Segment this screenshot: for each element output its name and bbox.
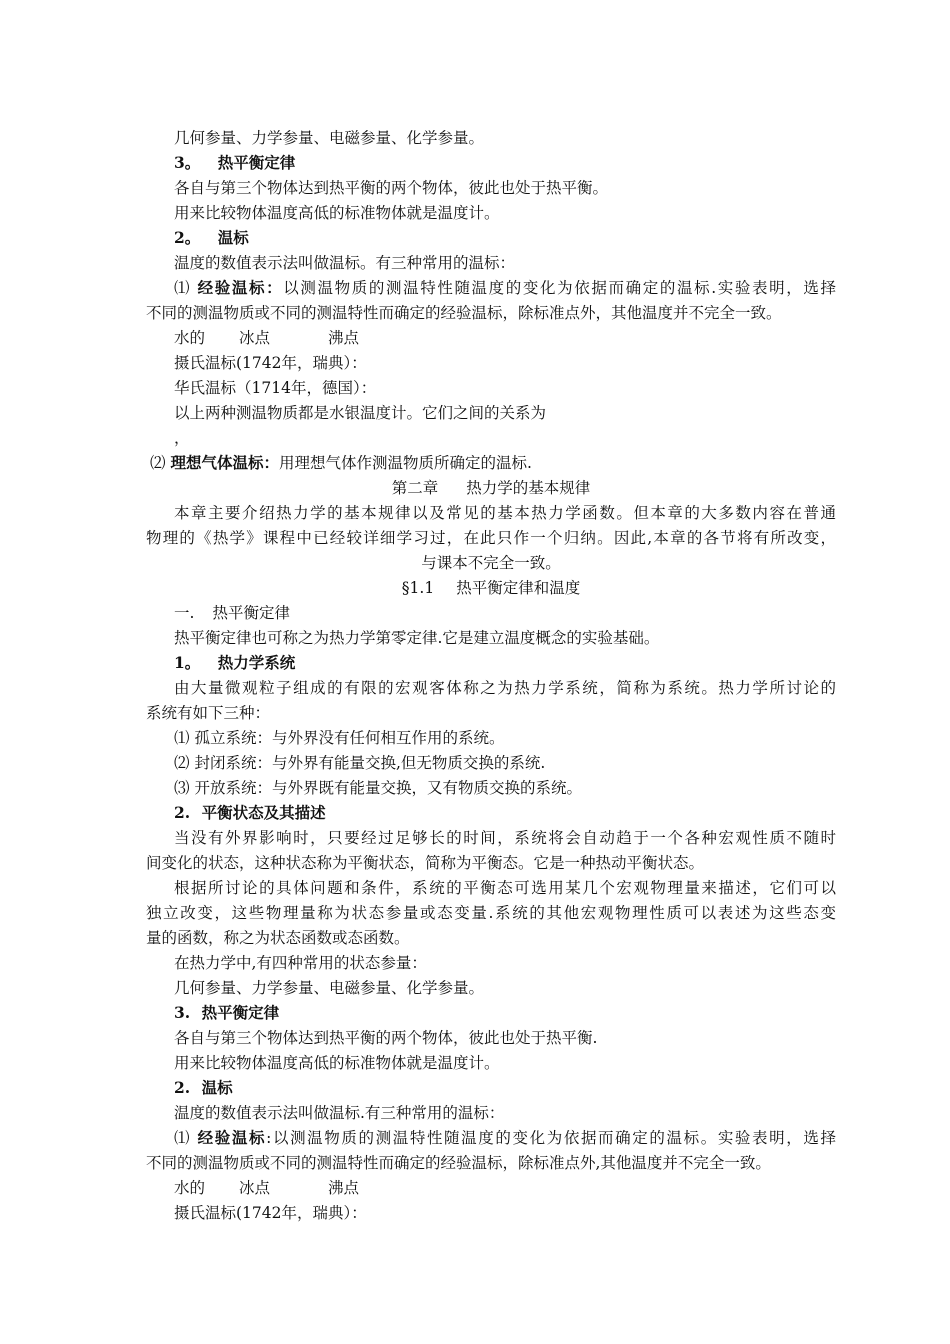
paragraph: 根据所讨论的具体问题和条件，系统的平衡态可选用某几个宏观物理量来描述，它们可以: [174, 879, 836, 897]
heading-title: 热力学系统: [217, 653, 296, 672]
chapter-number: 第二章: [391, 479, 439, 497]
paragraph: 热平衡定律也可称之为热力学第零定律.它是建立温度概念的实验基础。: [174, 629, 660, 647]
heading-title: 温标: [201, 1078, 233, 1097]
list-number: ⑵: [150, 454, 166, 472]
paragraph: 与课本不完全一致。: [421, 554, 561, 572]
paragraph: 本章主要介绍热力学的基本规律以及常见的基本热力学函数。但本章的大多数内容在普通: [174, 504, 836, 522]
label-water: 水的: [174, 1179, 206, 1197]
paragraph: 用来比较物体温度高低的标准物体就是温度计。: [174, 1054, 500, 1072]
subsection-number: 一.: [174, 604, 195, 622]
heading-temperature-scale: [174, 227, 249, 249]
list-number: ⑴: [174, 279, 192, 297]
heading-equilibrium-state: [174, 802, 326, 824]
paragraph-text: 以测温物质的测温特性随温度的变化为依据而确定的温标.实验表明，选择: [283, 279, 836, 297]
paragraph: 几何参量、力学参量、电磁参量、化学参量。: [174, 129, 485, 147]
heading-title: 温标: [217, 228, 249, 247]
heading-number: 1。: [174, 653, 201, 672]
heading-title: 热平衡定律: [201, 1003, 280, 1022]
paragraph: 当没有外界影响时，只要经过足够长的时间，系统将会自动趋于一个各种宏观性质不随时: [174, 829, 836, 847]
paragraph: ，: [174, 429, 190, 447]
paragraph-text: 用理想气体作测温物质所确定的温标.: [278, 454, 532, 472]
heading-title: 热平衡定律: [217, 153, 296, 172]
list-number: ⑴: [174, 1129, 192, 1147]
paragraph: 在热力学中,有四种常用的状态参量：: [174, 954, 427, 972]
paragraph: 以上两种测温物质都是水银温度计。它们之间的关系为: [174, 404, 547, 422]
label-freezing-point: 冰点: [239, 1179, 271, 1197]
label-boiling-point: 沸点: [328, 1179, 360, 1197]
paragraph: 温度的数值表示法叫做温标.有三种常用的温标：: [174, 1104, 505, 1122]
fixed-points-row: [174, 1177, 359, 1199]
paragraph: 系统有如下三种：: [146, 704, 271, 722]
paragraph: 不同的测温物质或不同的测温特性而确定的经验温标，除标准点外，其他温度并不完全一致。: [146, 304, 782, 322]
paragraph: 几何参量、力学参量、电磁参量、化学参量。: [174, 979, 485, 997]
label-water: 水的: [174, 329, 206, 347]
paragraph: 摄氏温标(1742年，瑞典）：: [174, 1204, 367, 1222]
subsection-title: [174, 602, 290, 624]
paragraph: 物理的《热学》课程中已经较详细学习过，在此只作一个归纳。因此,本章的各节将有所改变，: [146, 529, 836, 547]
heading-number: 2.: [174, 803, 191, 822]
list-item: [174, 752, 545, 774]
term: 经验温标：: [197, 278, 284, 297]
heading-temperature-scale-2: [174, 1077, 233, 1099]
paragraph: 由大量微观粒子组成的有限的宏观客体称之为热力学系统，简称为系统。热力学所讨论的: [174, 679, 836, 697]
list-item: [174, 777, 582, 799]
fixed-points-row: [174, 327, 359, 349]
list-number: ⑵: [174, 754, 190, 772]
heading-number: 3.: [174, 1003, 191, 1022]
heading-number: 2.: [174, 1078, 191, 1097]
term: 经验温标: [197, 1128, 267, 1147]
heading-thermal-equilibrium: [174, 152, 295, 174]
heading-number: 2。: [174, 228, 201, 247]
chapter-subtitle: 热力学的基本规律: [466, 479, 591, 497]
paragraph-text: :以测温物质的测温特性随温度的变化为依据而确定的温标。实验表明，选择: [266, 1129, 836, 1147]
subsection-name: 热平衡定律: [212, 604, 290, 622]
section-name: 热平衡定律和温度: [456, 579, 581, 597]
paragraph-ideal-gas-scale: [150, 452, 532, 474]
list-number: ⑴: [174, 729, 190, 747]
paragraph-empirical-scale-2: [174, 1127, 836, 1149]
paragraph: 各自与第三个物体达到热平衡的两个物体，彼此也处于热平衡。: [174, 179, 609, 197]
heading-thermodynamic-system: [174, 652, 295, 674]
section-title: [146, 577, 836, 599]
list-text: 开放系统：与外界既有能量交换，又有物质交换的系统。: [194, 779, 582, 797]
list-number: ⑶: [174, 779, 190, 797]
paragraph: 量的函数，称之为状态函数或态函数。: [146, 929, 410, 947]
paragraph: 间变化的状态，这种状态称为平衡状态，简称为平衡态。它是一种热动平衡状态。: [146, 854, 705, 872]
paragraph: 各自与第三个物体达到热平衡的两个物体，彼此也处于热平衡.: [174, 1029, 598, 1047]
paragraph: 温度的数值表示法叫做温标。有三种常用的温标：: [174, 254, 516, 272]
paragraph-empirical-scale: [174, 277, 836, 299]
heading-title: 平衡状态及其描述: [201, 803, 326, 822]
list-item: [174, 727, 504, 749]
label-freezing-point: 冰点: [239, 329, 271, 347]
paragraph: 独立改变，这些物理量称为状态参量或态变量.系统的其他宏观物理性质可以表述为这些态变: [146, 904, 836, 922]
list-text: 孤立系统：与外界没有任何相互作用的系统。: [194, 729, 505, 747]
paragraph: 摄氏温标(1742年，瑞典）：: [174, 354, 367, 372]
heading-thermal-equilibrium-law: [174, 1002, 279, 1024]
list-text: 封闭系统：与外界有能量交换,但无物质交换的系统.: [194, 754, 546, 772]
paragraph: 华氏温标（1714年，德国）：: [174, 379, 377, 397]
section-number: §1.1: [401, 579, 435, 597]
label-boiling-point: 沸点: [328, 329, 360, 347]
term: 理想气体温标：: [170, 453, 279, 472]
chapter-title: [146, 477, 836, 499]
heading-number: 3。: [174, 153, 201, 172]
paragraph: 不同的测温物质或不同的测温特性而确定的经验温标，除标准点外,其他温度并不完全一致。: [146, 1154, 771, 1172]
paragraph: 用来比较物体温度高低的标准物体就是温度计。: [174, 204, 500, 222]
